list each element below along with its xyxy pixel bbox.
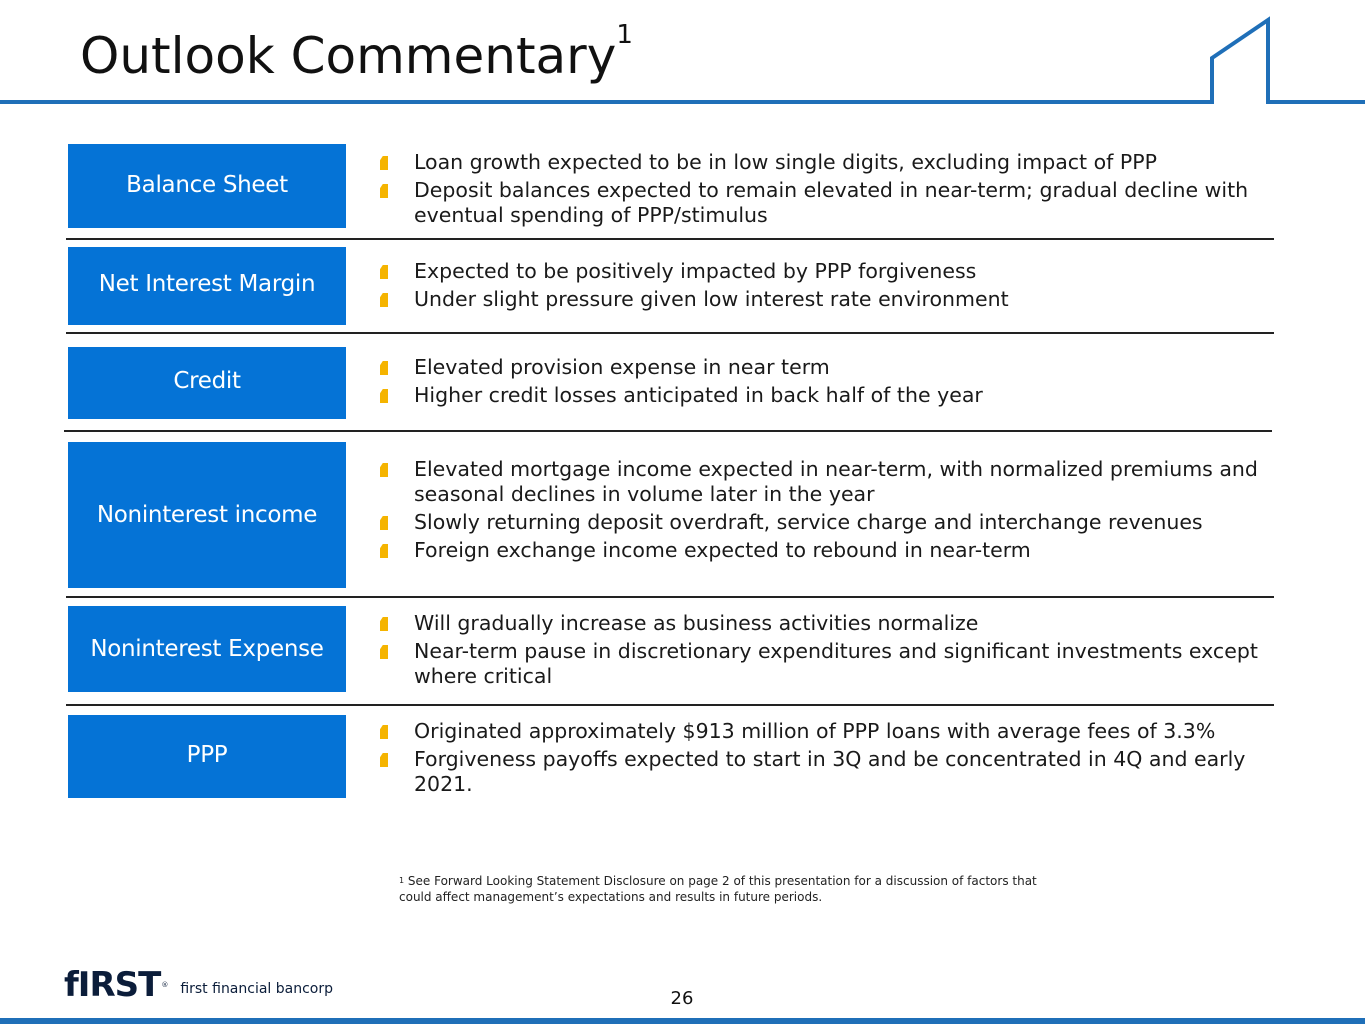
bullet-item: Originated approximately $913 million of PPP loans with average fees of 3.3% [380, 719, 1260, 744]
bullet-item: Deposit balances expected to remain elevated in near-term; gradual decline with eventual spending of PPP/stimulus [380, 178, 1260, 228]
bullet-item: Higher credit losses anticipated in back half of the year [380, 383, 1260, 408]
bullet-item: Forgiveness payoffs expected to start in 3Q and be concentrated in 4Q and early 2021. [380, 747, 1260, 797]
bullet-marker-icon [380, 725, 388, 739]
bullets-net-interest-margin [380, 259, 1260, 315]
label-net-interest-margin: Net Interest Margin [68, 247, 346, 325]
bullets-noninterest-income [380, 457, 1260, 566]
label-noninterest-expense: Noninterest Expense [68, 606, 346, 692]
label-ppp: PPP [68, 715, 346, 798]
bullet-marker-icon [380, 389, 388, 403]
bullets-credit [380, 355, 1260, 411]
footer-bar [0, 1018, 1365, 1024]
logo-wordmark: fIRST [64, 965, 161, 1005]
bullet-marker-icon [380, 184, 388, 198]
footnote: $^1$ See Forward Looking Statement Disclosure on page 2 of this presentation for a discussion of factors that could affect management’s expectations and results in future periods. [399, 874, 1037, 904]
bullet-item: Foreign exchange income expected to rebound in near-term [380, 538, 1260, 563]
bullet-marker-icon [380, 265, 388, 279]
page-number: 26 [670, 988, 694, 1009]
bullet-marker-icon [380, 293, 388, 307]
bullet-item: Near-term pause in discretionary expenditures and significant investments except where critical [380, 639, 1260, 689]
bullet-item: Loan growth expected to be in low single digits, excluding impact of PPP [380, 150, 1260, 175]
row-divider [66, 596, 1274, 598]
title-footnote-marker: 1 [616, 20, 633, 50]
row-divider [66, 704, 1274, 706]
logo-company-name: first financial bancorp [180, 981, 334, 997]
bullet-item: Under slight pressure given low interest rate environment [380, 287, 1260, 312]
row-divider [64, 430, 1272, 432]
bullet-item: Will gradually increase as business activities normalize [380, 611, 1260, 636]
bullet-marker-icon [380, 156, 388, 170]
row-divider [66, 238, 1274, 240]
row-divider [66, 332, 1274, 334]
registered-mark: ® [161, 981, 169, 989]
label-noninterest-income: Noninterest income [68, 442, 346, 588]
bullet-marker-icon [380, 463, 388, 477]
bullet-item: Elevated provision expense in near term [380, 355, 1260, 380]
label-balance-sheet: Balance Sheet [68, 144, 346, 228]
bullet-marker-icon [380, 753, 388, 767]
bullet-marker-icon [380, 645, 388, 659]
bullet-marker-icon [380, 516, 388, 530]
bullet-item: Elevated mortgage income expected in near-term, with normalized premiums and seasonal declines in volume later in the year [380, 457, 1260, 507]
bullet-item: Slowly returning deposit overdraft, service charge and interchange revenues [380, 510, 1260, 535]
bullets-noninterest-expense [380, 611, 1260, 692]
bullet-marker-icon [380, 617, 388, 631]
page-title: Outlook Commentary$^1$ [80, 20, 633, 85]
bullets-ppp [380, 719, 1260, 800]
bullets-balance-sheet [380, 150, 1260, 231]
footnote-marker: 1 [399, 876, 405, 885]
company-logo [64, 965, 333, 1005]
bullet-item: Expected to be positively impacted by PPP forgiveness [380, 259, 1260, 284]
label-credit: Credit [68, 347, 346, 419]
bullet-marker-icon [380, 361, 388, 375]
bullet-marker-icon [380, 544, 388, 558]
